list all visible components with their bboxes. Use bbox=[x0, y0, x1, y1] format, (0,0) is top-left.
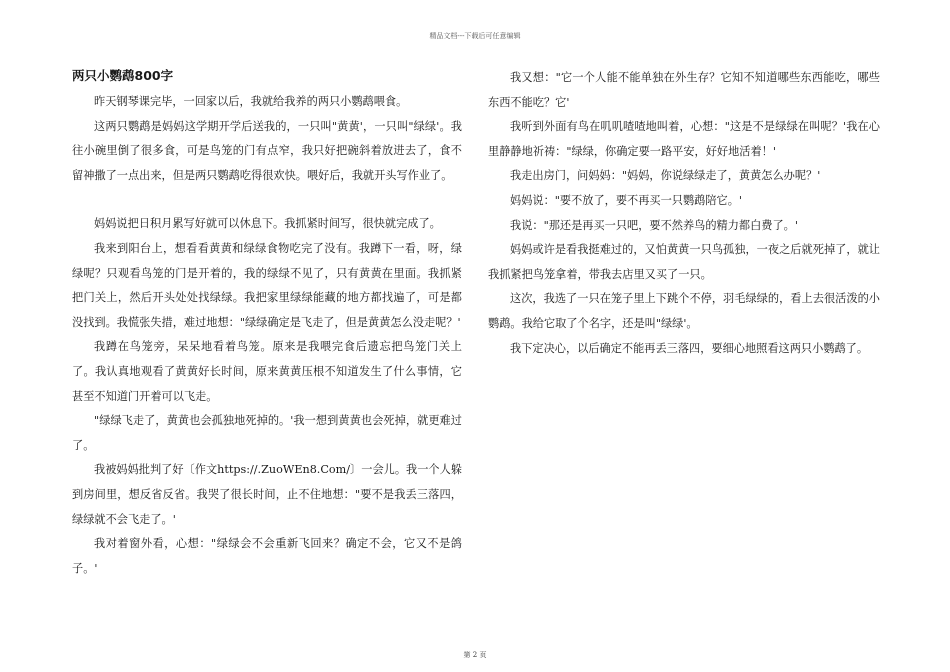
paragraph: "绿绿飞走了，黄黄也会孤独地死掉的。'我一想到黄黄也会死掉，就更难过了。 bbox=[72, 414, 462, 452]
paragraph: 妈妈说："要不放了，要不再买一只鹦鹉陪它。' bbox=[510, 193, 742, 207]
page-header: 精品文档---下载后可任意编辑 bbox=[429, 32, 521, 40]
paragraph: 昨天钢琴课完毕，一回家以后，我就给我养的两只小鹦鹉喂食。 bbox=[94, 95, 408, 108]
paragraph-gap bbox=[72, 188, 462, 212]
paragraph: 我听到外面有鸟在叽叽喳喳地叫着，心想："这是不是绿绿在叫呢？'我在心里静静地祈祷："绿绿，你确定要一路平安，好好地活着！' bbox=[488, 120, 880, 158]
article-title: 两只小鹦鹉800字 bbox=[72, 68, 174, 83]
paragraph: 我又想："它一个人能不能单独在外生存？它知不知道哪些东西能吃，哪些东西不能吃？它' bbox=[488, 71, 880, 109]
paragraph: 我走出房门，问妈妈："妈妈，你说绿绿走了，黄黄怎么办呢？' bbox=[510, 169, 821, 183]
paragraph: 这两只鹦鹉是妈妈这学期开学后送我的，一只叫"黄黄'，一只叫"绿绿'。我往小碗里倒了很多食，可是鸟笼的门有点窄，我只好把碗斜着放进去了，食不留神撒了一点出来，但是两只鹦鹉吃得很欢快。喂好后，我就开头写作业了。 bbox=[72, 119, 462, 182]
paragraph: 妈妈说把日积月累写好就可以休息下。我抓紧时间写，很快就完成了。 bbox=[94, 217, 441, 231]
left-column bbox=[72, 66, 462, 581]
paragraph: 我说："那还是再买一只吧，要不然养鸟的精力都白费了。' bbox=[510, 218, 798, 232]
paragraph: 这次，我选了一只在笼子里上下跳个不停，羽毛绿绿的，看上去很活泼的小鹦鹉。我给它取了个名字，还是叫"绿绿'。 bbox=[488, 292, 880, 330]
paragraph: 我蹲在鸟笼旁，呆呆地看着鸟笼。原来是我喂完食后遗忘把鸟笼门关上了。我认真地观看了黄黄好长时间，原来黄黄压根不知道发生了什么事情，它甚至不知道门开着可以飞走。 bbox=[72, 340, 462, 403]
paragraph: 我对着窗外看，心想："绿绿会不会重新飞回来？确定不会，它又不是鸽子。' bbox=[72, 537, 462, 575]
paragraph: 我来到阳台上，想看看黄黄和绿绿食物吃完了没有。我蹲下一看，呀，绿绿呢？只观看鸟笼的门是开着的，我的绿绿不见了，只有黄黄在里面。我抓紧把门关上，然后开头处处找绿绿。我把家里绿绿能藏的地方都找遍了，可是都没找到。我慌张失措，难过地想："绿绿确定是飞走了，但是黄黄怎么没走呢？' bbox=[72, 241, 462, 329]
page-number: 第 2 页 bbox=[463, 651, 487, 659]
paragraph: 我被妈妈批判了好〔作文https://.ZuoWEn8.Com/〕一会儿。我一个人躲到房间里，想反省反省。我哭了很长时间，止不住地想："要不是我丢三落四，绿绿就不会飞走了。' bbox=[72, 463, 462, 526]
paragraph: 妈妈或许是看我挺难过的，又怕黄黄一只鸟孤独，一夜之后就死掉了，就让我抓紧把鸟笼拿着，带我去店里又买了一只。 bbox=[488, 243, 880, 281]
paragraph: 我下定决心，以后确定不能再丢三落四，要细心地照看这两只小鹦鹉了。 bbox=[510, 341, 869, 355]
right-column bbox=[488, 66, 880, 361]
